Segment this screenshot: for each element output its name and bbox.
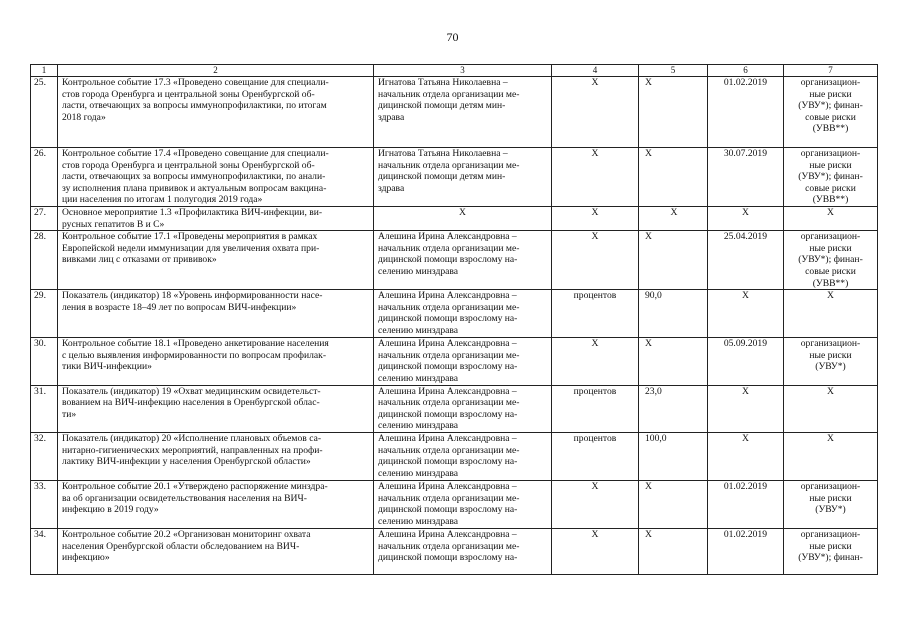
responsible-person: Игнатова Татьяна Николаевна – начальник отдела организации ме- дицинской помощи детям мин- здрава [374, 77, 552, 148]
event-text: Контрольное событие 20.2 «Организован мониторинг охвата населения Оренбургской области обследованием на ВИЧ- инфекцию» [58, 528, 374, 574]
responsible-person: Игнатова Татьяна Николаевна – начальник отдела организации ме- дицинской помощи детям мин- здрава [374, 148, 552, 207]
row-number: 31. [31, 385, 58, 432]
risk-cell: X [784, 432, 878, 480]
risk-cell: организацион- ные риски (УВУ*); финан- совые риски (УВВ**) [784, 77, 878, 148]
date-cell: X [708, 385, 784, 432]
column-header: 2 [58, 65, 374, 77]
event-text: Контрольное событие 20.1 «Утверждено распоряжение минздра- ва об организации освидетельствования населения на ВИЧ- инфекцию в 2019 году» [58, 480, 374, 528]
value-cell: X [639, 207, 708, 231]
unit-cell: X [552, 338, 639, 385]
date-cell: X [708, 432, 784, 480]
row-number: 26. [31, 148, 58, 207]
column-header: 6 [708, 65, 784, 77]
row-number: 30. [31, 338, 58, 385]
row-number: 27. [31, 207, 58, 231]
event-text: Контрольное событие 18.1 «Проведено анкетирование населения с целью выявления информированности по вопросам профилак- тики ВИЧ-инфекции» [58, 338, 374, 385]
table-row [31, 148, 878, 207]
row-number: 28. [31, 231, 58, 290]
table-row [31, 480, 878, 528]
risk-cell: организацион- ные риски (УВУ*); финан- совые риски (УВВ**) [784, 231, 878, 290]
table-row [31, 290, 878, 338]
date-cell: 30.07.2019 [708, 148, 784, 207]
unit-cell: процентов [552, 432, 639, 480]
table-header-row [31, 65, 878, 77]
responsible-person: Алешина Ирина Александровна – начальник отдела организации ме- дицинской помощи взрослому на- селению минздрава [374, 290, 552, 338]
table-row [31, 207, 878, 231]
risk-cell: организацион- ные риски (УВУ*) [784, 338, 878, 385]
event-text: Контрольное событие 17.3 «Проведено совещание для специали- стов города Оренбурга и центральной зоны Оренбургской об- ласти, отвечающих за вопросы иммунопрофилактики, по итогам 2018 года» [58, 77, 374, 148]
column-header: 4 [552, 65, 639, 77]
value-cell: 90,0 [639, 290, 708, 338]
value-cell: X [639, 231, 708, 290]
date-cell: 01.02.2019 [708, 77, 784, 148]
value-cell: 23,0 [639, 385, 708, 432]
unit-cell: процентов [552, 290, 639, 338]
responsible-person: Алешина Ирина Александровна – начальник отдела организации ме- дицинской помощи взрослому на- селению минздрава [374, 338, 552, 385]
risk-cell: X [784, 207, 878, 231]
value-cell: X [639, 77, 708, 148]
value-cell: X [639, 338, 708, 385]
table-row [31, 385, 878, 432]
event-text: Показатель (индикатор) 20 «Исполнение плановых объемов са- нитарно-гигиенических мероприятий, направленных на профи- лактику ВИЧ-инфекции у населения Оренбургской области» [58, 432, 374, 480]
value-cell: X [639, 148, 708, 207]
row-number: 33. [31, 480, 58, 528]
table-row [31, 528, 878, 574]
value-cell: X [639, 528, 708, 574]
date-cell: X [708, 290, 784, 338]
responsible-person: Алешина Ирина Александровна – начальник отдела организации ме- дицинской помощи взрослому на- [374, 528, 552, 574]
risk-cell: X [784, 290, 878, 338]
responsible-person: X [374, 207, 552, 231]
risk-cell: организацион- ные риски (УВУ*) [784, 480, 878, 528]
responsible-person: Алешина Ирина Александровна – начальник отдела организации ме- дицинской помощи взрослому на- селению минздрава [374, 432, 552, 480]
row-number: 34. [31, 528, 58, 574]
responsible-person: Алешина Ирина Александровна – начальник отдела организации ме- дицинской помощи взрослому на- селению минздрава [374, 231, 552, 290]
unit-cell: X [552, 231, 639, 290]
event-text: Контрольное событие 17.1 «Проведены мероприятия в рамках Европейской недели иммунизации для увеличения охвата при- вивками лиц с отказами от прививок» [58, 231, 374, 290]
date-cell: 01.02.2019 [708, 480, 784, 528]
table-row [31, 77, 878, 148]
risk-cell: организацион- ные риски (УВУ*); финан- совые риски (УВВ**) [784, 148, 878, 207]
event-text: Основное мероприятие 1.3 «Профилактика ВИЧ-инфекции, ви- русных гепатитов В и С» [58, 207, 374, 231]
plan-table [30, 64, 878, 575]
event-text: Показатель (индикатор) 19 «Охват медицинским освидетельст- вованием на ВИЧ-инфекцию населения в Оренбургской облас- ти» [58, 385, 374, 432]
unit-cell: X [552, 148, 639, 207]
event-text: Контрольное событие 17.4 «Проведено совещание для специали- стов города Оренбурга и центральной зоны Оренбургской об- ласти, отвечающих за вопросы иммунопрофилактики, по анали- зу исполнения плана прививок и актуальным вопросам вакцина- ции населения по итогам 1 полугодия 2019 года» [58, 148, 374, 207]
value-cell: 100,0 [639, 432, 708, 480]
date-cell: 25.04.2019 [708, 231, 784, 290]
unit-cell: X [552, 207, 639, 231]
table-row [31, 338, 878, 385]
unit-cell: X [552, 480, 639, 528]
unit-cell: процентов [552, 385, 639, 432]
unit-cell: X [552, 528, 639, 574]
row-number: 25. [31, 77, 58, 148]
table-row [31, 432, 878, 480]
row-number: 29. [31, 290, 58, 338]
responsible-person: Алешина Ирина Александровна – начальник отдела организации ме- дицинской помощи взрослому на- селению минздрава [374, 480, 552, 528]
date-cell: 01.02.2019 [708, 528, 784, 574]
row-number: 32. [31, 432, 58, 480]
column-header: 3 [374, 65, 552, 77]
column-header: 7 [784, 65, 878, 77]
unit-cell: X [552, 77, 639, 148]
date-cell: X [708, 207, 784, 231]
table-row [31, 231, 878, 290]
date-cell: 05.09.2019 [708, 338, 784, 385]
page-number: 70 [446, 30, 459, 44]
value-cell: X [639, 480, 708, 528]
column-header: 1 [31, 65, 58, 77]
risk-cell: X [784, 385, 878, 432]
column-header: 5 [639, 65, 708, 77]
responsible-person: Алешина Ирина Александровна – начальник отдела организации ме- дицинской помощи взрослому на- селению минздрава [374, 385, 552, 432]
risk-cell: организацион- ные риски (УВУ*); финан- [784, 528, 878, 574]
event-text: Показатель (индикатор) 18 «Уровень информированности насе- ления в возрасте 18–49 лет по вопросам ВИЧ-инфекции» [58, 290, 374, 338]
